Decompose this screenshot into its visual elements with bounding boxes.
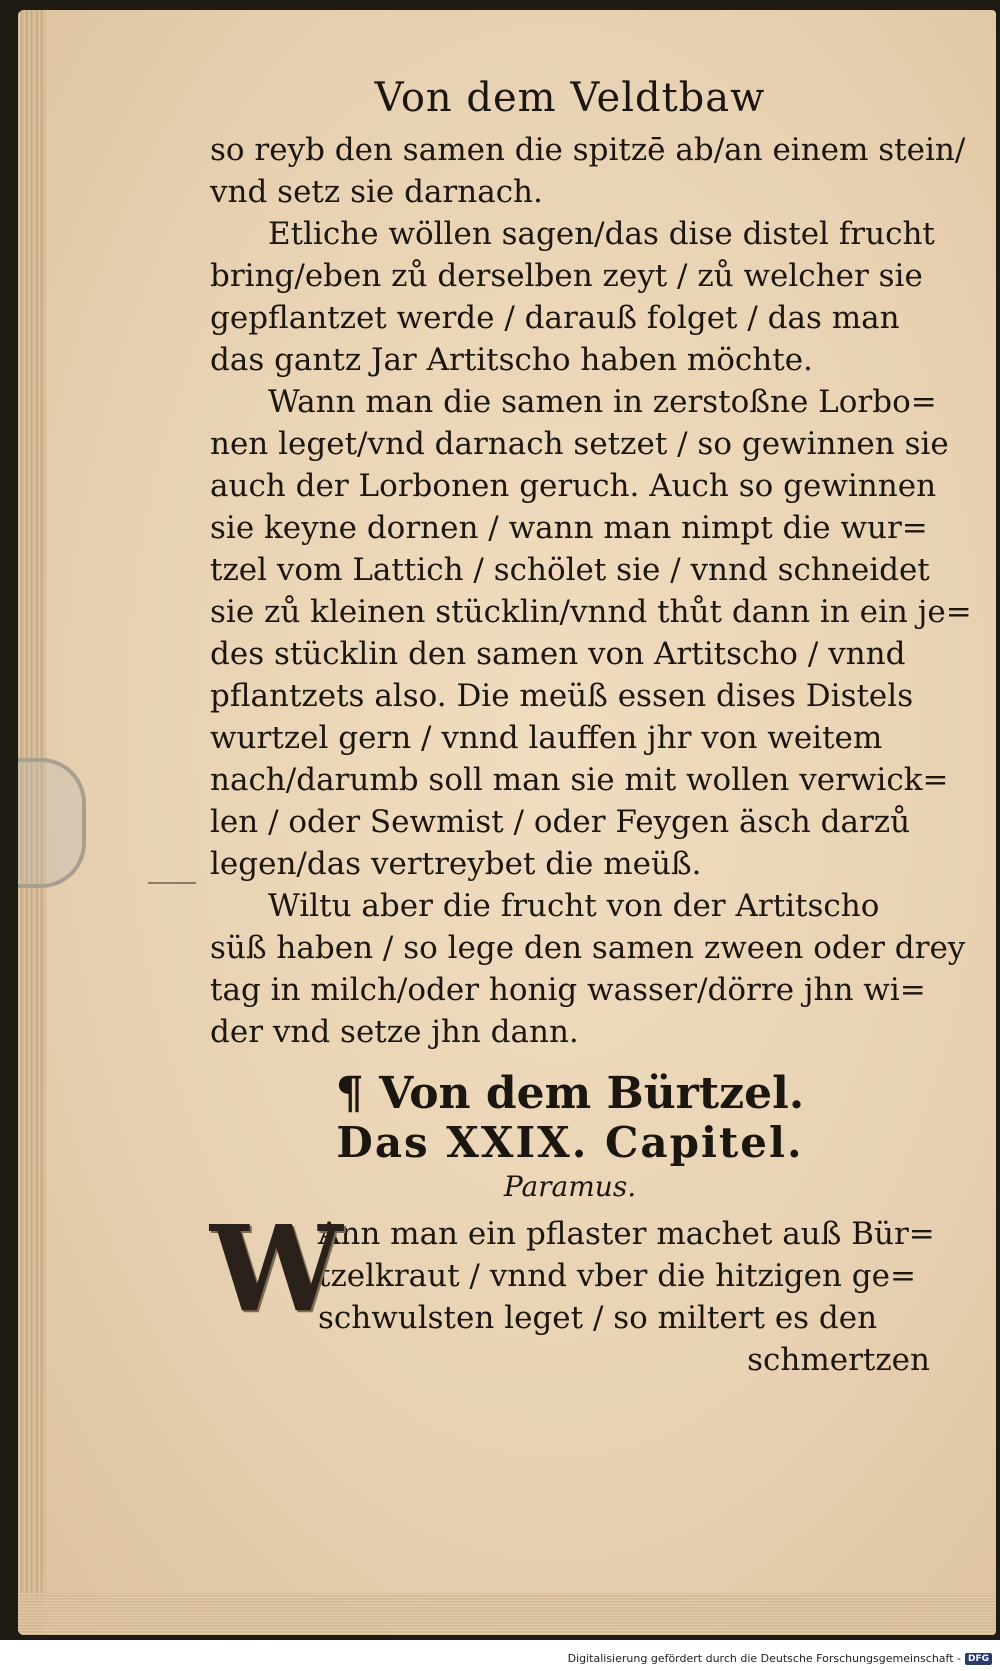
latin-plant-name: Paramus. [503, 1170, 637, 1203]
body-line: so reyb den samen die spitzē ab/an einem stein/ [210, 132, 966, 168]
body-line: Wiltu aber die frucht von der Artitscho [268, 888, 880, 924]
body-line: nen leget/vnd darnach setzet / so gewinnen sie [210, 426, 949, 462]
section-title: ¶ Von dem Bürtzel. [335, 1068, 805, 1119]
body-line: pflantzets also. Die meüß essen dises Distels [210, 678, 914, 714]
body-line: len / oder Sewmist / oder Feygen äsch darzů [210, 804, 911, 840]
body-line: nach/darumb soll man sie mit wollen verwick= [210, 762, 949, 798]
body-line: legen/das vertreybet die meüß. [210, 846, 702, 882]
body-line: gepflantzet werde / darauß folget / das man [210, 300, 900, 336]
paper-clip [18, 758, 86, 888]
body-line: Wann man die samen in zerstoßne Lorbo= [268, 384, 937, 420]
body-line: vnd setz sie darnach. [210, 174, 543, 210]
body-line: der vnd setze jhn dann. [210, 1014, 579, 1050]
chapter-line: Ann man ein pflaster machet auß Bür= [318, 1216, 935, 1252]
body-line: das gantz Jar Artitscho haben möchte. [210, 342, 813, 378]
body-line: des stücklin den samen von Artitscho / vnnd [210, 636, 906, 672]
body-line: Etliche wöllen sagen/das dise distel frucht [268, 216, 935, 252]
running-title: Von dem Veldtbaw [374, 75, 766, 121]
pencil-mark [148, 882, 196, 884]
body-line: tzel vom Lattich / schölet sie / vnnd schneidet [210, 552, 930, 588]
body-line: bring/eben zů derselben zeyt / zů welcher sie [210, 258, 923, 294]
body-line: wurtzel gern / vnnd lauffen jhr von weitem [210, 720, 883, 756]
body-line: auch der Lorbonen geruch. Auch so gewinnen [210, 468, 937, 504]
page-bottom-edge [18, 1593, 996, 1635]
body-line: sie zů kleinen stücklin/vnnd thůt dann in ein je= [210, 594, 972, 630]
footer-credit: Digitalisierung gefördert durch die Deutsche Forschungsgemeinschaft - [567, 1652, 961, 1665]
page-text [210, 75, 972, 1381]
body-line: sie keyne dornen / wann man nimpt die wur= [210, 510, 928, 546]
digitization-footer [568, 1652, 992, 1665]
body-line: tag in milch/oder honig wasser/dörre jhn wi= [210, 972, 926, 1008]
decorated-initial: W [210, 1199, 343, 1338]
body-line: süß haben / so lege den samen zween oder drey [210, 930, 966, 966]
dfg-logo: DFG [965, 1653, 992, 1665]
chapter-title: Das XXIX. Capitel. [336, 1118, 804, 1167]
chapter-line: schwulsten leget / so miltert es den [318, 1300, 878, 1336]
catchword: schmertzen [747, 1342, 930, 1378]
chapter-line: tzelkraut / vnnd vber die hitzigen ge= [318, 1258, 916, 1294]
chapter-opening [210, 1199, 935, 1339]
